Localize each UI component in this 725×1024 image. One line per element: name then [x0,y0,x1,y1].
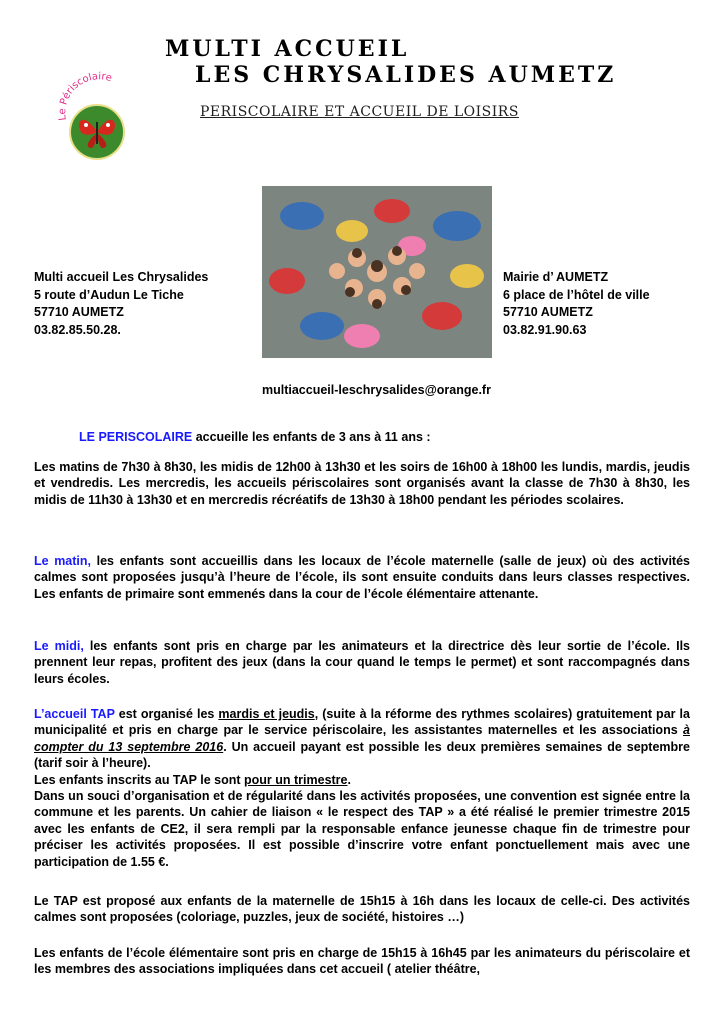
contact-left-name: Multi accueil Les Chrysalides [34,270,209,284]
title-line-1: MULTI ACCUEIL [165,36,410,62]
contact-left [34,269,208,339]
email-address[interactable]: multiaccueil-leschrysalides@orange.fr [262,383,491,397]
tap-trimestre: pour un trimestre [244,772,348,787]
tap-text-4: Les enfants inscrits au TAP le sont [34,772,245,787]
hours-paragraph: Les matins de 7h30 à 8h30, les midis de 12h00 à 13h30 et les soirs de 16h00 à 18h00 les lundis, mardis, jeudis et vendredis. Les mercredis, les accueils périscolaires sont organisés avant la classe de 7h30 à 8h30, les midis de 11h30 à 13h30 et en mercredis récréatifs de 13h30 à 18h00 pendant les périodes scolaires. [34,460,690,507]
matin-paragraph [34,553,690,602]
children-group-photo [262,186,492,358]
contact-right-name: Mairie d’ AUMETZ [503,270,609,284]
tap-text-3: . Un accueil payant est possible les deux premières semaines de septembre (tarif soir à l’heure). [34,739,690,771]
elementaire-paragraph: Les enfants de l’école élémentaire sont pris en charge de 15h15 à 16h45 par les animateurs du périscolaire et les membres des associations impliquées dans cet accueil ( atelier théâtre, [34,946,690,977]
periscolaire-logo [50,70,145,175]
contact-right-street: 6 place de l’hôtel de ville [503,287,650,302]
tap-days: mardis et jeudis [218,707,315,721]
contact-left-city: 57710 AUMETZ [34,305,124,319]
tap-text-2: , (suite à la réforme des rythmes scolaires) gratuitement par la municipalité et pris en charge par le service périscolaire, les assistantes maternelles et les associations [34,707,690,738]
logo-text: Le Périscolaire [57,71,114,122]
title-line-2: LES CHRYSALIDES AUMETZ [195,62,617,88]
tap-text-6: Dans un souci d’organisation et de régularité dans les activités proposées, une convention est signée entre la commune et les parents. Un cahier de liaison « le respect des TAP » a été réalisé le premier trimestre 2015 avec les enfants de CE2, il sera rempli par la responsable enfance jeunesse chaque fin de trimestre pour préciser les activités proposées. Il est possible d’inscrire votre enfant ponctuellement mais avec une participation de 1.55 €. [34,789,690,869]
midi-paragraph [34,638,690,687]
tap-text-1: est organisé les [114,707,219,721]
contact-right-city: 57710 AUMETZ [503,305,593,319]
tap-start-date: à compter du 13 septembre 2016 [34,723,690,754]
contact-right-phone: 03.82.91.90.63 [503,322,587,337]
midi-label: Le midi, [34,639,84,653]
intro-highlight: LE PERISCOLAIRE [79,430,193,444]
matin-text: les enfants sont accueillis dans les locaux de l’école maternelle (salle de jeux) où des activités calmes sont proposées jusqu’à l’heure de l’école, ils sont ensuite conduits dans leurs classes respectives. Les enfants de primaire sont emmenés dans la cour de l’école élémentaire attenante. [34,554,690,601]
midi-text: les enfants sont pris en charge par les animateurs et la directrice dès leur sortie de l’école. Ils prennent leur repas, profitent des jeux (dans la cour quand le temps le permet) et sont raccompagnés dans leurs écoles. [34,639,690,686]
maternelle-paragraph: Le TAP est proposé aux enfants de la maternelle de 15h15 à 16h dans les locaux de celle-ci. Des activités calmes sont proposées (coloriage, puzzles, jeux de société, histoires …) [34,894,690,925]
tap-paragraph [34,706,690,870]
contact-left-street: 5 route d’Audun Le Tiche [34,287,184,302]
contact-left-phone: 03.82.85.50.28. [34,322,121,337]
page-subtitle: PERISCOLAIRE ET ACCUEIL DE LOISIRS [200,104,519,120]
intro-text: accueille les enfants de 3 ans à 11 ans : [192,430,431,444]
intro-line [79,430,431,444]
tap-text-5: . [347,772,351,787]
contact-right [503,269,650,339]
matin-label: Le matin, [34,554,92,568]
tap-label: L’accueil TAP [34,707,115,721]
